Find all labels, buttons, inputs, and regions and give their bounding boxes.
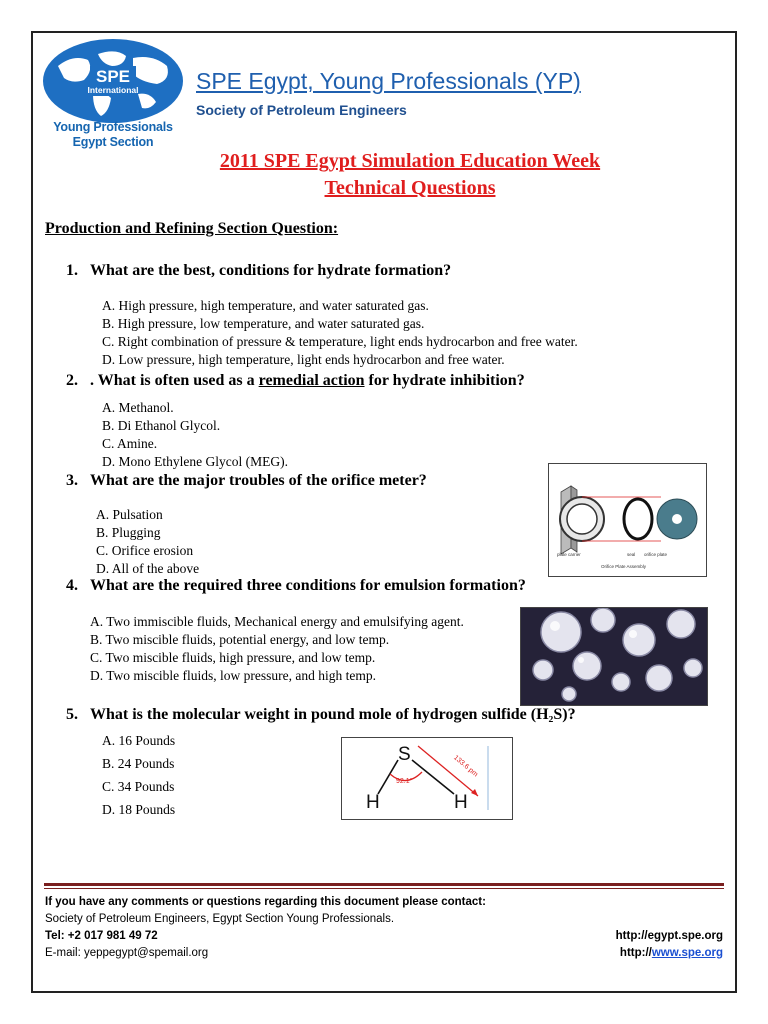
- answer-4c: C. Two miscible fluids, high pressure, and low temp.: [90, 650, 376, 665]
- answer-3b: B. Plugging: [96, 525, 161, 540]
- footer-org-line: Society of Petroleum Engineers, Egypt Section Young Professionals.: [45, 913, 395, 925]
- footer-tel: Tel: +2 017 981 49 72: [45, 930, 158, 942]
- answer-2c: C. Amine.: [102, 436, 158, 451]
- question-2: 2. . What is often used as a remedial action for hydrate inhibition?: [66, 372, 525, 389]
- answer-5c: C. 34 Pounds: [102, 779, 175, 794]
- logo-text-spe: SPE: [95, 67, 131, 86]
- question-4-answers: [90, 613, 464, 685]
- question-5-answers: [102, 729, 175, 821]
- question-3: 3. What are the major troubles of the orifice meter?: [66, 472, 427, 489]
- spe-website-link[interactable]: www.spe.org: [651, 947, 723, 959]
- logo-text-international: International: [87, 85, 139, 95]
- answer-4b: B. Two miscible fluids, potential energy, and low temp.: [90, 632, 390, 647]
- footer-url-spe: http://www.spe.org: [619, 947, 723, 959]
- answer-5b: B. 24 Pounds: [102, 756, 175, 771]
- h2s-molecule-diagram: [342, 738, 512, 819]
- answer-5d: D. 18 Pounds: [102, 802, 176, 817]
- answer-3d: D. All of the above: [96, 561, 200, 576]
- answer-1b: B. High pressure, low temperature, and water saturated gas.: [102, 316, 425, 331]
- orifice-caption: Orifice Plate Assembly: [601, 564, 647, 569]
- bond-length: 133.6 pm: [452, 754, 479, 779]
- event-title: 2011 SPE Egypt Simulation Education Week Technical Questions: [219, 150, 601, 199]
- answer-1d: D. Low pressure, high temperature, light ends hydrocarbon and free water.: [102, 352, 505, 367]
- footer-rule-thin: [44, 888, 724, 889]
- answer-5a: A. 16 Pounds: [102, 733, 176, 748]
- question-2-answers: [102, 399, 288, 471]
- answer-1c: C. Right combination of pressure & temperature, light ends hydrocarbon and free water.: [102, 334, 578, 349]
- question-4: 4. What are the required three conditions for emulsion formation?: [66, 577, 526, 594]
- org-subtitle: Society of Petroleum Engineers: [196, 102, 407, 118]
- question-3-answers: [96, 506, 199, 578]
- answer-2a: A. Methanol.: [102, 400, 174, 415]
- footer-email[interactable]: E-mail: yeppegypt@spemail.org: [45, 947, 209, 959]
- answer-3c: C. Orifice erosion: [96, 543, 194, 558]
- orifice-plate-illustration: [549, 464, 706, 576]
- section-title: Production and Refining Section Question:: [45, 220, 339, 237]
- answer-4d: D. Two miscible fluids, low pressure, and high temp.: [90, 668, 377, 683]
- emulsion-photo: [520, 607, 708, 706]
- emulsion-droplets: [521, 608, 707, 705]
- orifice-plate-figure: [548, 463, 707, 577]
- atom-h-left: H: [366, 792, 380, 813]
- org-title: SPE Egypt, Young Professionals (YP): [196, 68, 581, 94]
- atom-h-right: H: [454, 792, 468, 813]
- answer-1a: A. High pressure, high temperature, and water saturated gas.: [102, 298, 429, 313]
- answer-4a: A. Two immiscible fluids, Mechanical energy and emulsifying agent.: [90, 614, 464, 629]
- label-plate-carrier: plate carrier: [557, 552, 581, 557]
- footer: [45, 894, 725, 962]
- bond-angle: 92.1°: [396, 778, 413, 785]
- footer-contact-line: If you have any comments or questions regarding this document please contact:: [45, 896, 486, 908]
- h2s-molecule-figure: [341, 737, 513, 820]
- label-seal: seal: [627, 552, 636, 557]
- logo-caption: Young Professionals Egypt Section: [53, 120, 173, 149]
- question-1-answers: [102, 297, 578, 369]
- answer-3a: A. Pulsation: [96, 507, 163, 522]
- atom-s: S: [398, 744, 411, 765]
- answer-2d: D. Mono Ethylene Glycol (MEG).: [102, 454, 288, 469]
- footer-rule: [44, 883, 724, 886]
- question-5: 5. What is the molecular weight in pound mole of hydrogen sulfide (H₂S)?: [66, 706, 576, 723]
- label-orifice-plate: orifice plate: [644, 552, 668, 557]
- answer-2b: B. Di Ethanol Glycol.: [102, 418, 221, 433]
- footer-url-egypt[interactable]: http://egypt.spe.org: [615, 930, 723, 942]
- question-1: 1. What are the best, conditions for hydrate formation?: [66, 262, 452, 279]
